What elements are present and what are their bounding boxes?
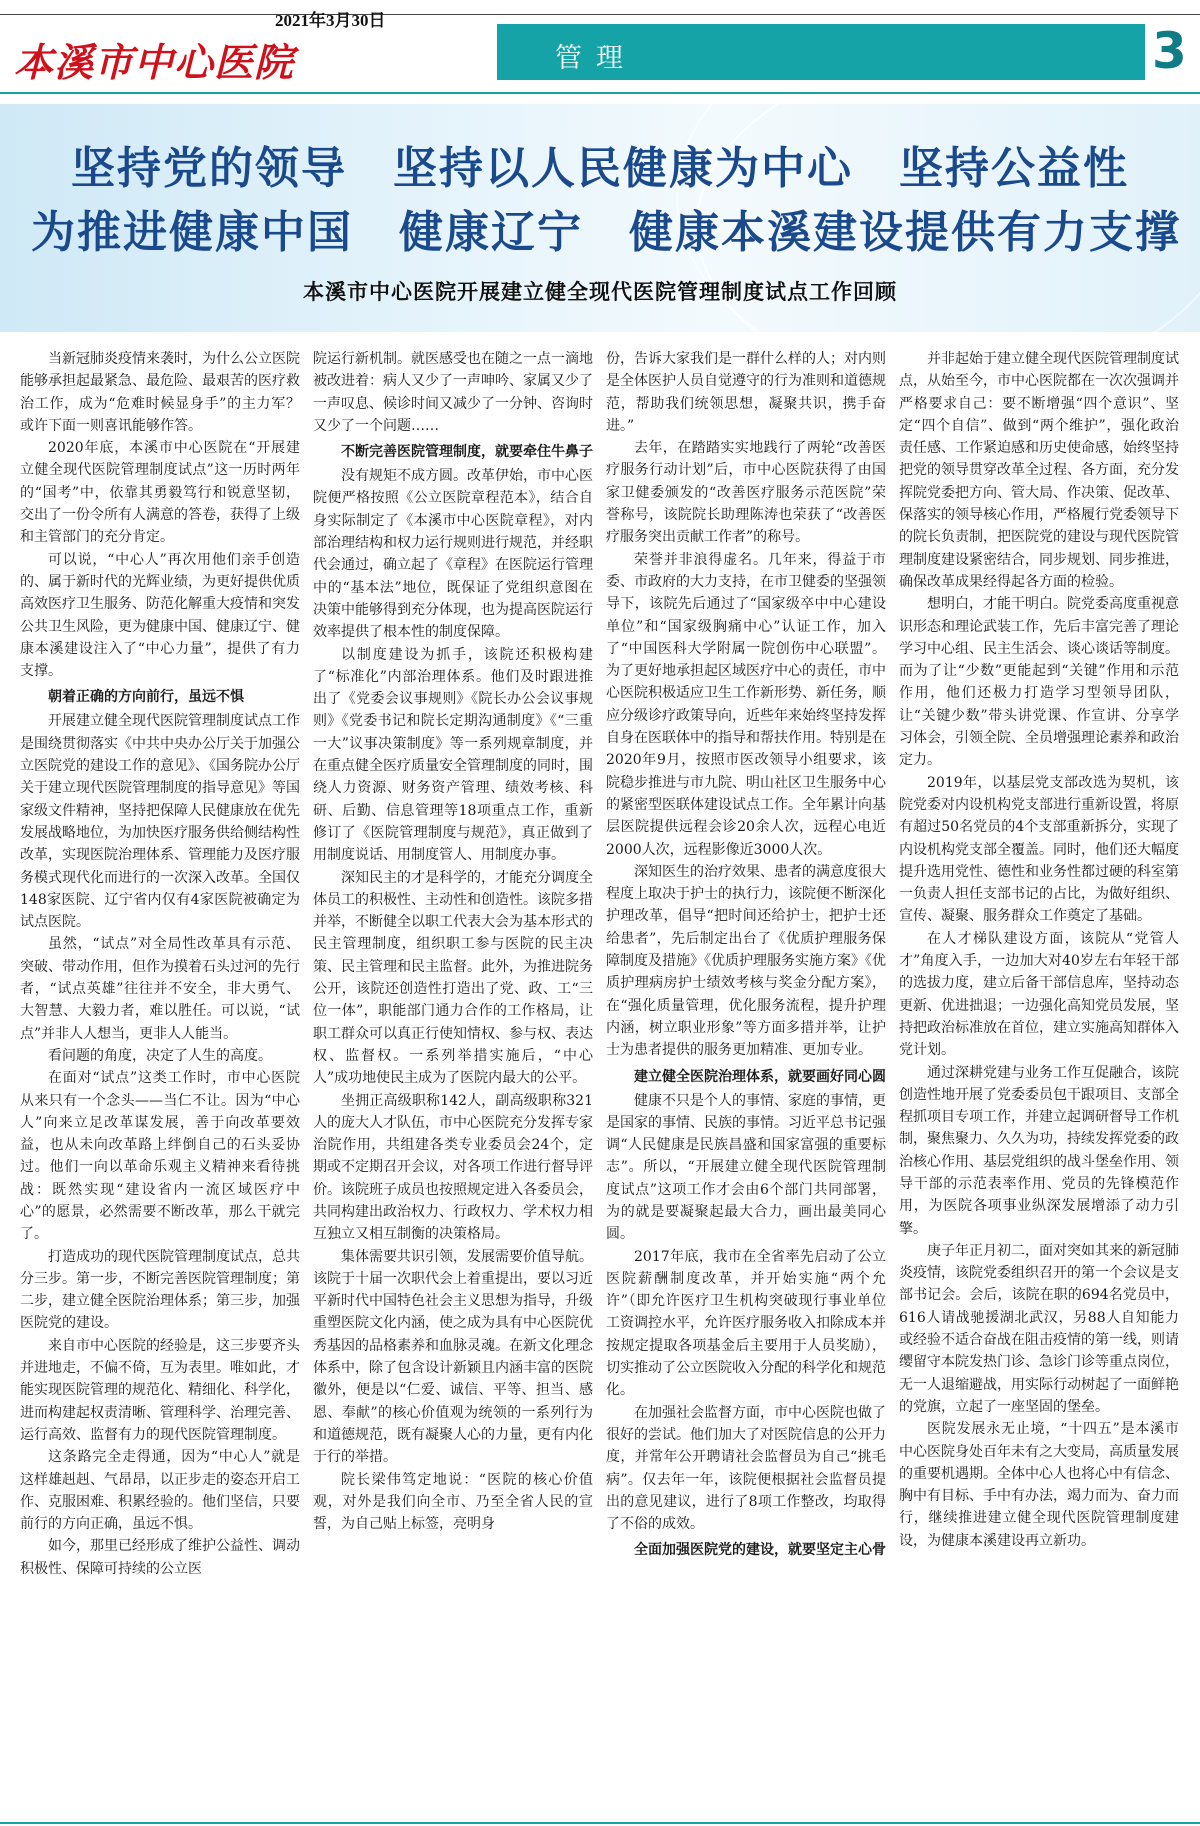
article-paragraph: 在加强社会监督方面，市中心医院也做了很好的尝试。他们加大了对医院信息的公开力度，并常年公开聘请社会监督员为自己“挑毛病”。仅去年一年，该院便根据社会监督员提出的意见建议，进行了8项工作整改，均取得了不俗的成效。 <box>606 1404 886 1533</box>
article-paragraph: 在人才梯队建设方面，该院从“党管人才”角度入手，一边加大对40岁左右年轻干部的选拔力度，建立后备干部信息库，坚持动态更新、优进拙退；一边强化高知党员发展，坚持把政治标准放在首位，建立实施高知群体入党计划。 <box>899 930 1179 1059</box>
article-paragraph: 在面对“试点”这类工作时，市中心医院从来只有一个念头——当仁不让。因为“中心人”向来立足改革谋发展，善于向改革要效益，也从未向改革路上绊倒自己的石头妥协过。他们一向以革命乐观主义精神来看待挑战：既然实现“建设省内一流区域医疗中心”的愿景，必然需要不断改革，那么干就完了。 <box>20 1070 300 1243</box>
article-paragraph: 来自市中心医院的经验是，这三步要齐头并进地走，不偏不倚，互为表里。唯如此，才能实现医院管理的规范化、精细化、科学化，进而构建起权责清晰、管理科学、治理完善、运行高效、监督有力的现代医院管理制度。 <box>20 1337 300 1443</box>
article-paragraph: 虽然，“试点”对全局性改革具有示范、突破、带动作用，但作为摸着石头过河的先行者，“试点英雄”往往并不安全，非大勇气、大智慧、大毅力者，难以胜任。可以说，“试点”并非人人想当，更非人人能当。 <box>20 936 300 1042</box>
article-paragraph: 打造成功的现代医院管理制度试点，总共分三步。第一步，不断完善医院管理制度；第二步，建立健全医院治理体系；第三步，加强医院党的建设。 <box>20 1248 300 1332</box>
section-label: 管理 <box>555 43 637 74</box>
article-column-1 <box>20 348 300 1818</box>
article-paragraph: 荣誉并非浪得虚名。几年来，得益于市委、市政府的大力支持，在市卫健委的坚强领导下，该院先后通过了“国家级卒中中心建设单位”和“国家级胸痛中心”认证工作，加入了“中国医科大学附属一院创伤中心联盟”。为了更好地承担起区域医疗中心的责任，市中心医院积极适应卫生工作新形势、新任务，顺应分级诊疗政策导向，近些年来始终坚持发挥自身在医联体中的指导和帮扶作用。特别是在2020年9月，按照市医改领导小组要求，该院稳步推进与市九院、明山社区卫生服务中心的紧密型医联体建设试点工作。全年累计向基层医院提供远程会诊20余人次，远程心电近2000人次，远程影像近3000人次。 <box>606 551 886 858</box>
newspaper-logo: 本溪市中心医院 <box>14 40 295 86</box>
article-paragraph: 开展建立健全现代医院管理制度试点工作是围绕贯彻落实《中共中央办公厅关于加强公立医院党的建设工作的意见》、《国务院办公厅关于建立现代医院管理制度的指导意见》等国家级文件精神，坚持把保障人民健康放在优先发展战略地位，为加快医疗服务供给侧结构性改革，实现医院治理体系、管理能力及医疗服务模式现代化而进行的一次深入改革。全国仅148家医院、辽宁省内仅有4家医院被确定为试点医院。 <box>20 713 300 931</box>
masthead-rule <box>0 92 1200 94</box>
subheadline: 本溪市中心医院开展建立健全现代医院管理制度试点工作回顾 <box>303 280 897 304</box>
top-rule <box>0 14 1200 15</box>
article-paragraph: 庚子年正月初二，面对突如其来的新冠肺炎疫情，该院党委组织召开的第一个会议是支部书记会。会后，该院在职的694名党员中，616人请战驰援湖北武汉，另88人自知能力或经验不适合奋战在阻击疫情的第一线，则请缨留守本院发热门诊、急诊门诊等重点岗位，无一人退缩避战，用实际行动树起了一面鲜艳的党旗，立起了一座坚固的堡垒。 <box>899 1242 1179 1415</box>
headline-line-2: 为推进健康中国 健康辽宁 健康本溪建设提供有力支撑 <box>31 207 1181 258</box>
article-paragraph: 份，告诉大家我们是一群什么样的人；对内则是全体医护人员自觉遵守的行为准则和道德规范，帮助我们统领思想，凝聚共识，携手奋进。” <box>606 351 886 434</box>
article-paragraph: 通过深耕党建与业务工作互促融合，该院创造性地开展了党委委员包干跟项目、支部全程抓项目专项工作，并建立起调研督导工作机制，聚焦聚力、久久为功，持续发挥党委的政治核心作用、基层党组织的战斗堡垒作用、领导干部的示范表率作用、党员的先锋模范作用，为医院各项事业纵深发展增添了动力引擎。 <box>899 1064 1179 1237</box>
article-paragraph: 想明白，才能干明白。院党委高度重视意识形态和理论武装工作，先后丰富完善了理论学习中心组、民主生活会、谈心谈话等制度。而为了让“少数”更能起到“关键”作用和示范作用，他们还极力打造学习型领导团队，让“关键少数”带头讲党课、作宣讲、分享学习体会，引领全院、全员增强理论素养和政治定力。 <box>899 596 1179 769</box>
masthead <box>0 0 1200 92</box>
bottom-rule <box>0 1822 1200 1824</box>
article-paragraph: 院长梁伟笃定地说：“医院的核心价值观，对外是我们向全市、乃至全省人民的宣誓，为自己贴上标签，亮明身 <box>313 1471 593 1533</box>
section-heading: 全面加强医院党的建设，就要坚定主心骨 <box>634 1542 886 1559</box>
article-paragraph: 医院发展永无止境，“十四五”是本溪市中心医院身处百年未有之大变局，高质量发展的重要机遇期。全体中心人也将心中有信念、胸中有目标、手中有办法，竭力而为、奋力而行，继续推进建立健全现代医院管理制度建设，为健康本溪建设再立新功。 <box>899 1421 1179 1549</box>
article-paragraph: 集体需要共识引领，发展需要价值导航。该院于十届一次职代会上着重提出，要以习近平新时代中国特色社会主义思想为指导，升级重塑医院文化内涵，使之成为具有中心医院优秀基因的品格素养和血脉灵魂。在新文化理念体系中，除了包含设计新颖且内涵丰富的医院徽外，便是以“仁爱、诚信、平等、担当、感恩、奉献”的核心价值观为统领的一系列行为和道德规范，既有凝聚人心的力量，更有内化于行的举措。 <box>313 1248 593 1466</box>
section-heading: 朝着正确的方向前行，虽远不惧 <box>48 689 244 706</box>
section-heading: 不断完善医院管理制度，就要牵住牛鼻子 <box>341 444 593 461</box>
issue-date: 2021年3月30日 <box>275 11 386 30</box>
article-paragraph: 并非起始于建立健全现代医院管理制度试点，从始至今，市中心医院都在一次次强调并严格要求自己：要不断增强“四个意识”、坚定“四个自信”、做到“两个维护”，强化政治责任感、工作紧迫感和历史使命感，始终坚持把党的领导贯穿改革全过程、各方面，充分发挥院党委把方向、管大局、作决策、促改革、保落实的领导核心作用，严格履行党委领导下的院长负责制，把医院党的建设与现代医院管理制度建设紧密结合，同步规划、同步推进，确保改革成果经得起各方面的检验。 <box>899 351 1179 590</box>
page-number: 3 <box>1152 22 1187 80</box>
article-column-4 <box>899 348 1179 1818</box>
article-paragraph: 健康不只是个人的事情、家庭的事情，更是国家的事情、民族的事情。习近平总书记强调“人民健康是民族昌盛和国家富强的重要标志”。所以，“开展建立健全现代医院管理制度试点”这项工作才会由6个部门共同部署，为的就是要凝聚起最大合力，画出最美同心圆。 <box>606 1092 886 1243</box>
article-paragraph: 深知医生的治疗效果、患者的满意度很大程度上取决于护士的执行力，该院便不断深化护理改革，倡导“把时间还给护士，把护士还给患者”，先后制定出台了《优质护理服务保障制度及措施》《优质护理服务实施方案》《优质护理病房护士绩效考核与奖金分配方案》，在“强化质量管理，优化服务流程，提升护理内涵，树立职业形象”等方面多措并举，让护士为患者提供的服务更加精准、更加专业。 <box>606 863 886 1059</box>
section-heading: 建立健全医院治理体系，就要画好同心圆 <box>634 1068 886 1085</box>
article-paragraph: 2020年底，本溪市中心医院在“开展建立健全现代医院管理制度试点”这一历时两年的“国考”中，依靠其勇毅笃行和锐意坚韧，交出了一份令所有人满意的答卷，获得了上级和主管部门的充分肯定。 <box>20 440 300 546</box>
article-column-3 <box>606 348 886 1818</box>
headline-banner <box>0 104 1200 332</box>
article-paragraph: 如今，那里已经形成了维护公益性、调动积极性、保障可持续的公立医 <box>20 1538 300 1577</box>
article-paragraph: 院运行新机制。就医感受也在随之一点一滴地被改进着：病人又少了一声呻吟、家属又少了一声叹息、候诊时间又减少了一分钟、咨询时又少了一个问题…… <box>313 351 593 434</box>
article-paragraph: 以制度建设为抓手，该院还积极构建了“标准化”内部治理体系。他们及时跟进推出了《党委会议事规则》《院长办公会议事规则》《党委书记和院长定期沟通制度》《“三重一大”议事决策制度》等一系列规章制度，并在重点健全医疗质量安全管理制度的同时，围绕人力资源、财务资产管理、绩效考核、科研、后勤、信息管理等18项重点工作，重新修订了《医院管理制度与规范》，真正做到了用制度说话、用制度管人、用制度办事。 <box>313 646 593 864</box>
article-paragraph: 没有规矩不成方圆。改革伊始，市中心医院便严格按照《公立医院章程范本》，结合自身实际制定了《本溪市中心医院章程》，对内部治理结构和权力运行规则进行规范，并经职代会通过，确立起了《章程》在医院运行管理中的“基本法”地位，既保证了党组织意图在决策中能够得到充分体现，也为提高医院运行效率提供了根本性的制度保障。 <box>313 468 593 641</box>
article-paragraph: 2017年底，我市在全省率先启动了公立医院薪酬制度改革，并开始实施“两个允许”（即允许医疗卫生机构突破现行事业单位工资调控水平，允许医疗服务收入扣除成本并按规定提取各项基金后主要用于人员奖励），切实推动了公立医院收入分配的科学化和规范化。 <box>606 1248 886 1399</box>
headline-line-1: 坚持党的领导 坚持以人民健康为中心 坚持公益性 <box>71 143 1129 194</box>
article-column-2 <box>313 348 593 1818</box>
article-paragraph: 坐拥正高级职称142人，副高级职称321人的庞大人才队伍，市中心医院充分发挥专家治院作用，共组建各类专业委员会24个，定期或不定期召开会议，对各项工作进行督导评价。该院班子成员也按照规定进入各委员会，共同构建出政治权力、行政权力、学术权力相互独立又相互制衡的决策格局。 <box>313 1092 593 1243</box>
article-paragraph: 深知民主的才是科学的，才能充分调度全体员工的积极性、主动性和创造性。该院多措并举，不断健全以职工代表大会为基本形式的民主管理制度，组织职工参与医院的民主决策、民主管理和民主监督。此外，为推进院务公开，该院还创造性打造出了党、政、工“三位一体”，职能部门通力合作的工作格局，让职工群众可以真正行使知情权、参与权、表达权、监督权。一系列举措实施后，“中心人”成功地使民主成为了医院内最大的公平。 <box>313 869 593 1087</box>
article-paragraph: 看问题的角度，决定了人生的高度。 <box>48 1047 272 1064</box>
article-paragraph: 去年，在踏踏实实地践行了两轮“改善医疗服务行动计划”后，市中心医院获得了由国家卫健委颁发的“改善医疗服务示范医院”荣誉称号，该院院长助理陈涛也荣获了“改善医疗服务突出贡献工作者”的称号。 <box>606 440 886 546</box>
article-paragraph: 这条路完全走得通，因为“中心人”就是这样雄赳赳、气昂昂，以正步走的姿态开启工作、克服困难、积累经验的。他们坚信，只要前行的方向正确，虽远不惧。 <box>20 1449 300 1533</box>
article-paragraph: 可以说，“中心人”再次用他们亲手创造的、属于新时代的光辉业绩，为更好提供优质高效医疗卫生服务、防范化解重大疫情和突发公共卫生风险，更为健康中国、健康辽宁、健康本溪建设注入了“中心力量”，提供了有力支撑。 <box>20 551 300 680</box>
article-paragraph: 当新冠肺炎疫情来袭时，为什么公立医院能够承担起最紧急、最危险、最艰苦的医疗救治工作，成为“危难时候显身手”的主力军？或许下面一则喜讯能够作答。 <box>20 351 300 434</box>
article-paragraph: 2019年，以基层党支部改选为契机，该院党委对内设机构党支部进行重新设置，将原有超过50名党员的4个支部重新拆分，实现了内设机构党支部全覆盖。同时，他们还大幅度提升选用党性、德性和业务性都过硬的科室第一负责人担任支部书记的占比，为做好组织、宣传、凝聚、服务群众工作奠定了基础。 <box>899 774 1179 925</box>
